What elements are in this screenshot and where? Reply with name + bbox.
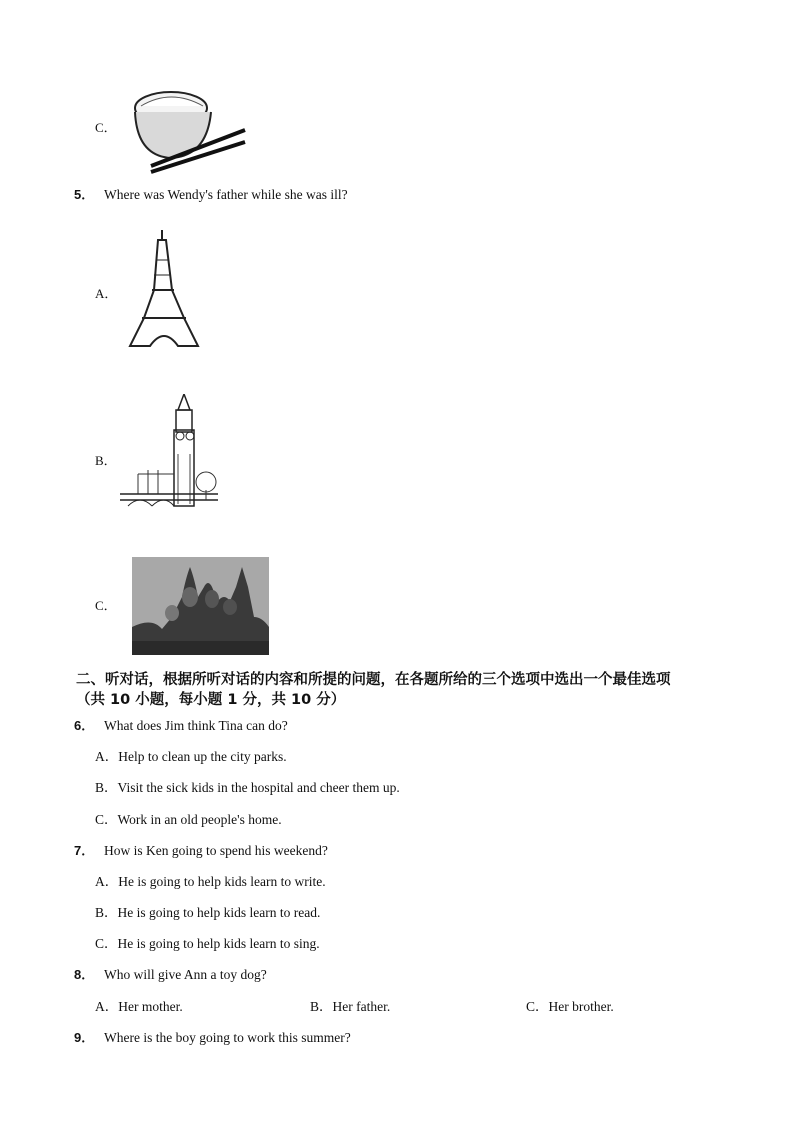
q6-option-c: C．Work in an old people's home. [95, 812, 282, 827]
q5-number: 5． [74, 187, 95, 202]
q5-option-b-label: B． [95, 453, 117, 468]
q6-option-b: B．Visit the sick kids in the hospital and cheer them up. [95, 780, 400, 795]
eiffel-tower-image [128, 230, 200, 348]
q5-option-a-label: A． [95, 286, 118, 301]
big-ben-image [118, 394, 222, 508]
q5-question: Where was Wendy's father while she was ill? [104, 187, 348, 202]
q8-number: 8． [74, 967, 95, 982]
q6-number: 6． [74, 718, 95, 733]
q7-question: How is Ken going to spend his weekend? [104, 843, 328, 858]
section-2-title-line-2: （共 10 小题，每小题 1 分，共 10 分） [76, 692, 346, 708]
q6-option-a: A．Help to clean up the city parks. [95, 749, 287, 764]
q7-option-a: A．He is going to help kids learn to write. [95, 874, 326, 889]
q7-option-b: B．He is going to help kids learn to read. [95, 905, 321, 920]
q4-option-c-label: C． [95, 120, 117, 135]
q7-number: 7． [74, 843, 95, 858]
q7-option-c: C．He is going to help kids learn to sing. [95, 936, 320, 951]
section-2-title-line-1: 二、听对话，根据所听对话的内容和所提的问题，在各题所给的三个选项中选出一个最佳选项 [76, 672, 671, 688]
q9-question: Where is the boy going to work this summer? [104, 1030, 351, 1045]
q9-number: 9． [74, 1030, 95, 1045]
q6-question: What does Jim think Tina can do? [104, 718, 288, 733]
q8-option-a: A．Her mother. [95, 999, 183, 1014]
saint-basils-cathedral-image [132, 557, 269, 655]
q5-option-c-label: C． [95, 598, 117, 613]
rice-bowl-image [131, 86, 249, 174]
q8-option-b: B．Her father. [310, 999, 391, 1014]
q8-question: Who will give Ann a toy dog? [104, 967, 267, 982]
q8-option-c: C．Her brother. [526, 999, 614, 1014]
